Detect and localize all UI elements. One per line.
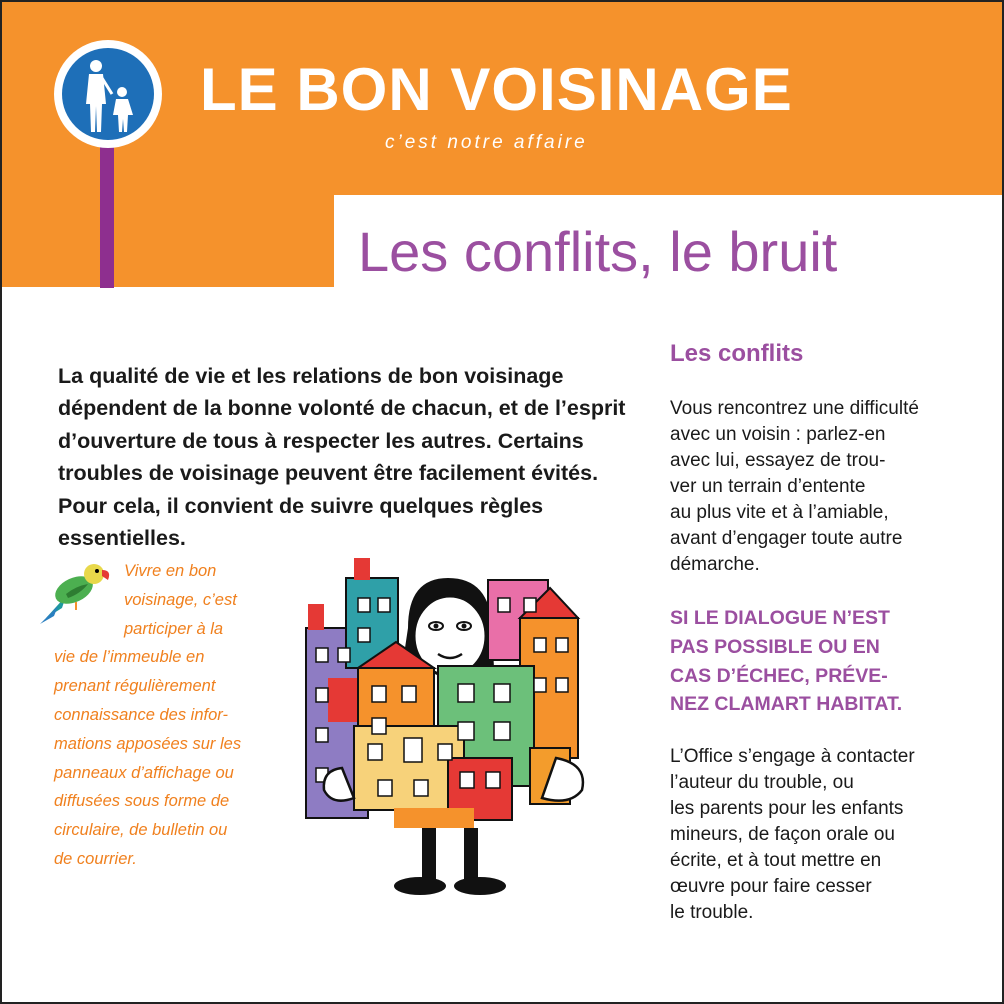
conflits-p1-line: avec un voisin : parlez-en: [670, 424, 886, 445]
conflits-p1-line: Vous rencontrez une difficulté: [670, 398, 919, 419]
conflits-p1-line: avec lui, essayez de trou-: [670, 450, 886, 471]
conflits-p3-line: mineurs, de façon orale ou: [670, 824, 895, 845]
conflits-heading: Les conflits: [670, 340, 804, 367]
aside-line: circulaire, de bulletin ou: [54, 821, 228, 840]
conflits-callout-line: PAS POSSIBLE OU EN: [670, 635, 880, 658]
aside-line: mations apposées sur les: [54, 734, 242, 753]
conflits-p3-line: le trouble.: [670, 902, 754, 923]
tagline: c’est notre affaire: [385, 132, 588, 153]
conflits-p3-line: écrite, et à tout mettre en: [670, 850, 882, 871]
conflits-p1-line: démarche.: [670, 554, 760, 575]
aside-line: panneaux d’affichage ou: [54, 763, 234, 782]
aside-line: Vivre en bon: [124, 562, 217, 580]
person-holding-buildings-illustration: [298, 558, 588, 898]
aside-line: de courrier.: [54, 849, 137, 868]
page-title: LE BON VOISINAGE: [200, 56, 793, 123]
conflits-callout-line: NEZ CLAMART HABITAT.: [670, 693, 903, 716]
intro-paragraph: La qualité de vie et les relations de bon voisinage dépendent de la bonne volonté de chacun, et de l’esprit d’ouverture de tous à respecter les autres. Certains troubles de voisinage peuvent être facilement évités. Pour cela, il convient de suivre quelques règles essentielles.: [58, 363, 626, 550]
aside-text: [54, 557, 284, 874]
conflits-p3-line: L’Office s’engage à contacter: [670, 746, 915, 767]
conflits-p1-line: ver un terrain d’entente: [670, 476, 866, 497]
conflits-p3-line: les parents pour les enfants: [670, 798, 904, 819]
aside-line: connaissance des infor-: [54, 705, 228, 724]
aside-line: voisinage, c’est: [124, 590, 237, 609]
conflits-p3-line: l’auteur du trouble, ou: [670, 772, 854, 793]
conflits-p3-line: œuvre pour faire cesser: [670, 876, 872, 897]
conflits-callout-line: CAS D’ÉCHEC, PRÉVE-: [670, 664, 888, 687]
section-subtitle: Les conflits, le bruit: [358, 220, 838, 283]
conflits-p1-line: au plus vite et à l’amiable,: [670, 502, 889, 523]
aside-line: diffusées sous forme de: [54, 792, 230, 811]
aside-line: vie de l’immeuble en: [54, 648, 205, 667]
conflits-callout-line: SI LE DIALOGUE N’EST: [670, 607, 890, 629]
aside-line: prenant régulièrement: [54, 677, 216, 696]
conflits-p1-line: avant d’engager toute autre: [670, 528, 903, 549]
conflits-callout: [670, 604, 990, 719]
pedestrian-sign-icon: [52, 36, 168, 288]
conflits-paragraph-1: [670, 396, 970, 578]
aside-line: participer à la: [124, 619, 224, 638]
conflits-paragraph-3: [670, 744, 970, 926]
